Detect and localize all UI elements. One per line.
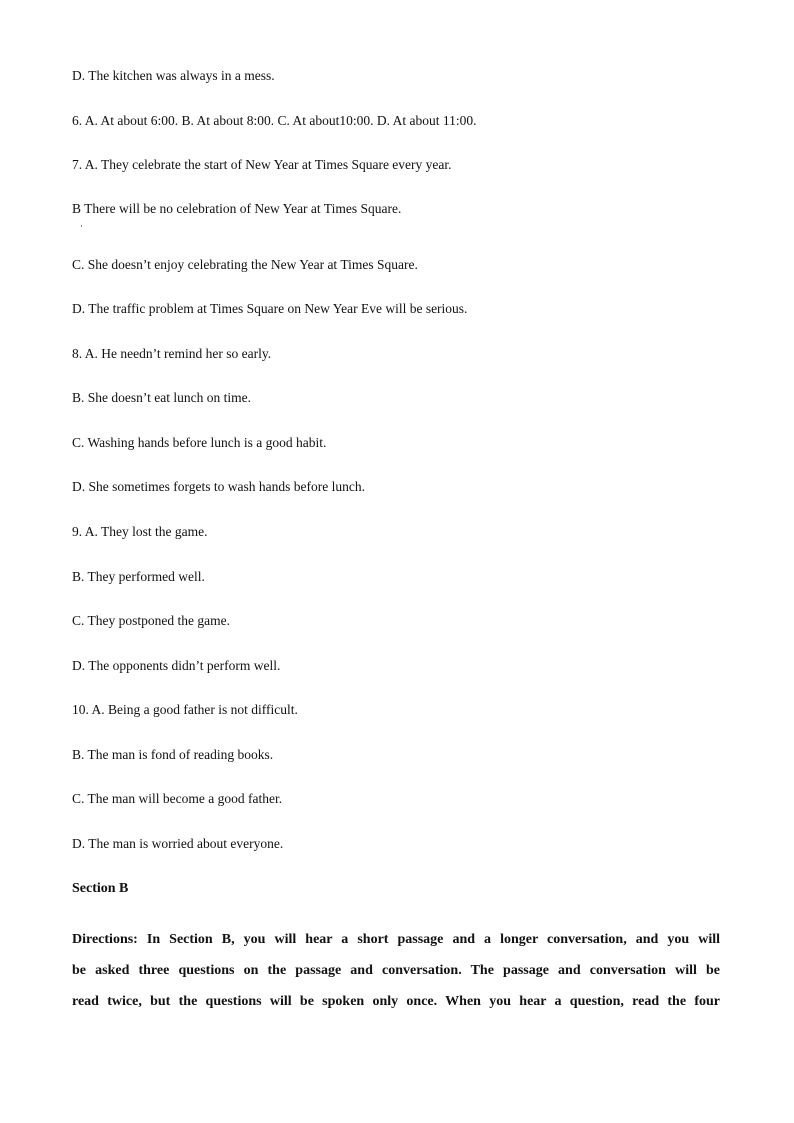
option-10c: C. The man will become a good father. (72, 791, 283, 806)
option-7a: 7. A. They celebrate the start of New Year at Times Square every year. (72, 157, 452, 172)
option-10b: B. The man is fond of reading books. (72, 747, 274, 762)
directions-line: be asked three questions on the passage and conversation. The passage and conversation will be (72, 963, 720, 978)
option-8b: B. She doesn’t eat lunch on time. (72, 390, 251, 405)
section-title: Section B (72, 881, 129, 896)
option-10d: D. The man is worried about everyone. (72, 836, 284, 851)
question-6-options: 6. A. At about 6:00. B. At about 8:00. C. At about10:00. D. At about 11:00. (72, 113, 477, 128)
option-10a: 10. A. Being a good father is not difficult. (72, 702, 298, 717)
option-9b: B. They performed well. (72, 569, 205, 584)
option-8d: D. She sometimes forgets to wash hands before lunch. (72, 479, 365, 494)
stray-mark: · (80, 221, 83, 231)
directions-line: read twice, but the questions will be spoken only once. When you hear a question, read the four (72, 994, 720, 1009)
option-9c: C. They postponed the game. (72, 613, 230, 628)
option-7b: B There will be no celebration of New Year at Times Square. (72, 201, 402, 216)
option-9a: 9. A. They lost the game. (72, 524, 208, 539)
option-9d: D. The opponents didn’t perform well. (72, 658, 281, 673)
option-7c: C. She doesn’t enjoy celebrating the New Year at Times Square. (72, 257, 418, 272)
option-5d: D. The kitchen was always in a mess. (72, 68, 275, 83)
option-7d: D. The traffic problem at Times Square on New Year Eve will be serious. (72, 301, 468, 316)
directions-line: Directions: In Section B, you will hear a short passage and a longer conversation, and you will (72, 932, 720, 947)
option-8a: 8. A. He needn’t remind her so early. (72, 346, 272, 361)
option-8c: C. Washing hands before lunch is a good habit. (72, 435, 327, 450)
directions-paragraph (72, 924, 720, 1017)
